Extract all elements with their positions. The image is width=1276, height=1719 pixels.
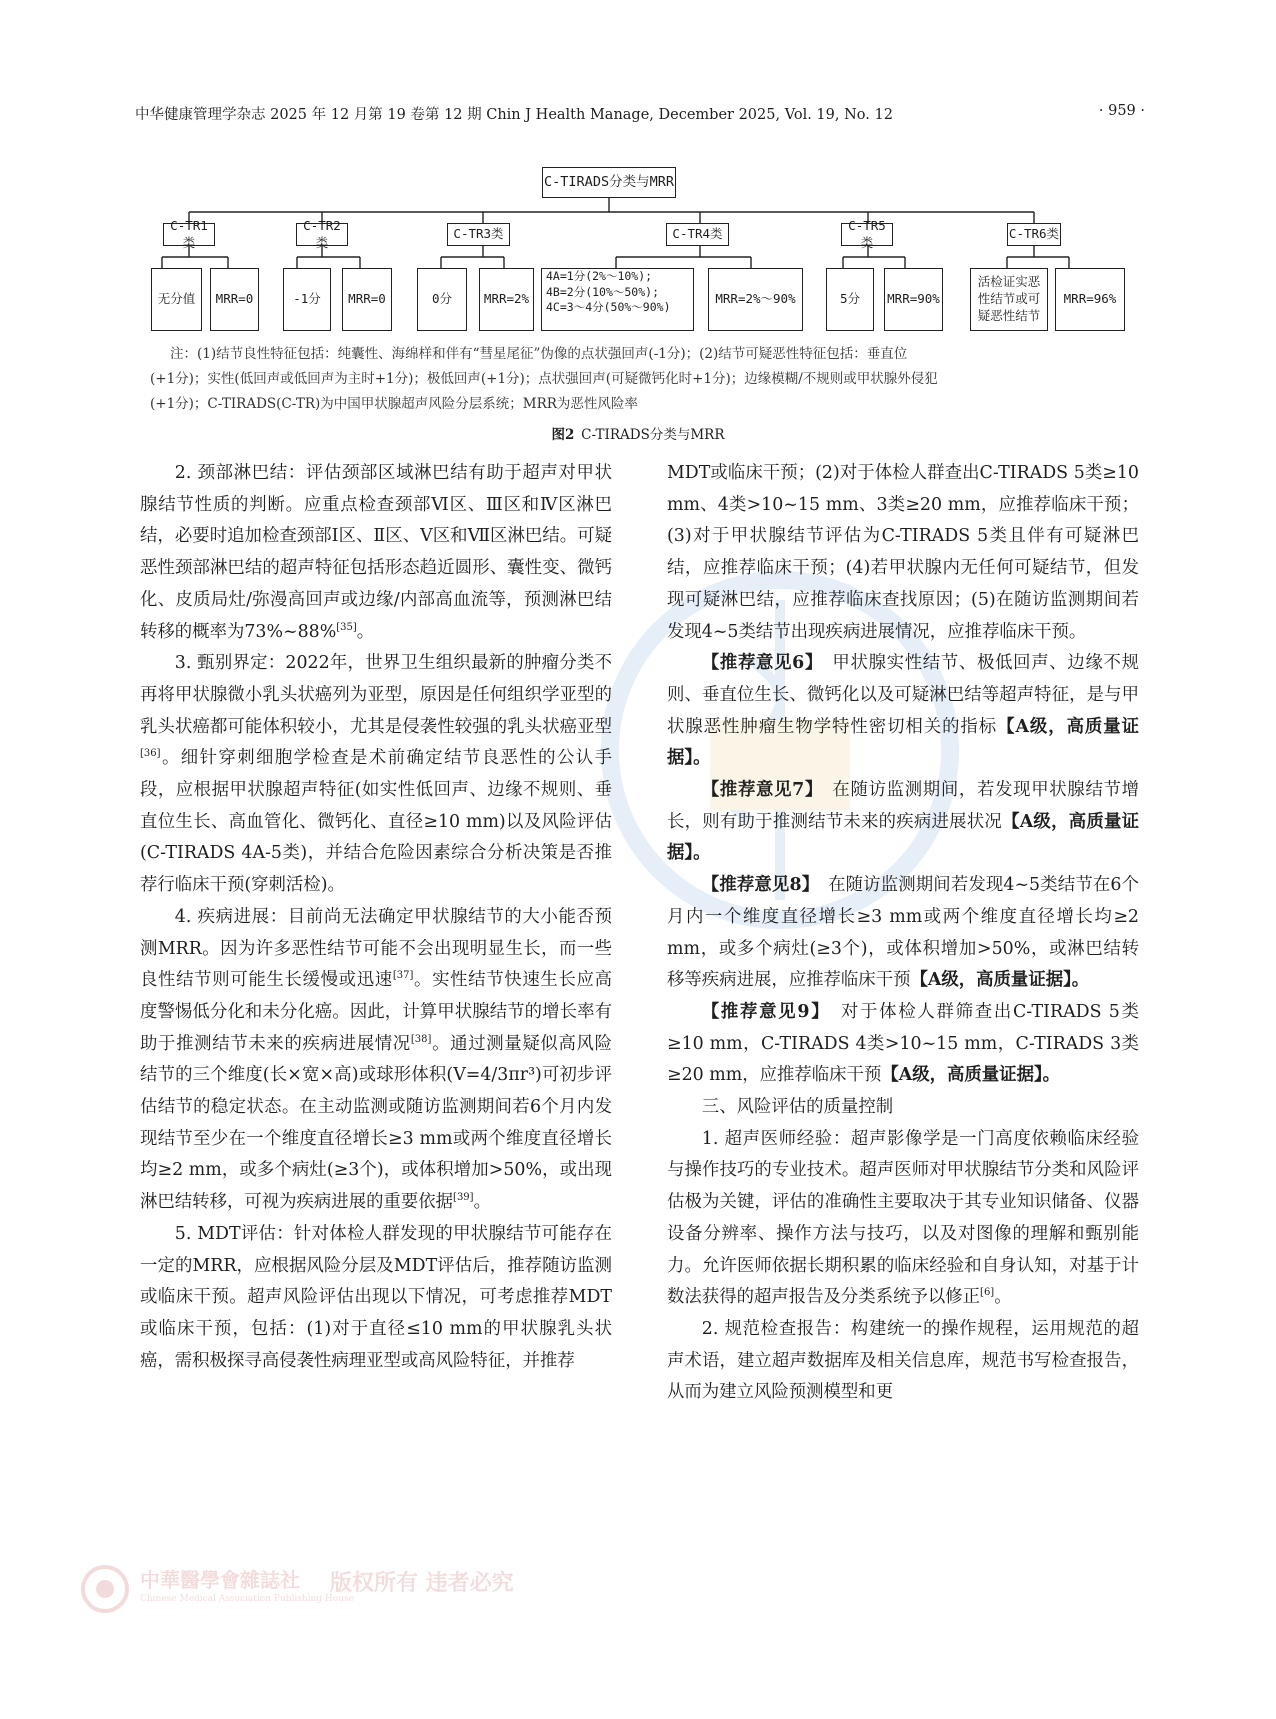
page-number: · 959 ·: [1098, 103, 1145, 119]
tr5-mrr: MRR=90%: [884, 268, 943, 331]
class-tr5: C-TR5类: [841, 223, 893, 246]
tr1-score: 无分值: [151, 268, 202, 331]
para-report: 2. 规范检查报告：构建统一的操作规程，运用规范的超声术语，建立超声数据库及相关信息库，规范书写检查报告，从而为建立风险预测模型和更: [667, 1318, 1139, 1403]
para-lymph-text: 2. 颈部淋巴结：评估颈部区域淋巴结有助于超声对甲状腺结节性质的判断。应重点检查颈部Ⅵ区、Ⅲ区和Ⅳ区淋巴结，必要时追加检查颈部Ⅰ区、Ⅱ区、Ⅴ区和Ⅶ区淋巴结。可疑恶性颈部淋巴结的超声特征包括形态趋近圆形、囊性变、微钙化、皮质局灶/弥漫高回声或边缘/内部高血流等，预测淋巴结转移的概率为73%~88%: [140, 463, 612, 642]
rec-7-label: 【推荐意见7】: [701, 780, 824, 801]
rec-8-grade: 【A级，高质量证据】。: [910, 970, 1090, 991]
note-line-3: (+1分)；C-TIRADS(C-TR)为中国甲状腺超声风险分层系统；MRR为恶性风险率: [150, 396, 638, 412]
rec-9-text: 对于体检人群筛查出C-TIRADS 5类≥10 mm，C-TIRADS 4类>10~15 mm，C-TIRADS 3类≥20 mm，应推荐临床干预: [667, 1001, 1139, 1086]
tr3-mrr: MRR=2%: [479, 268, 534, 331]
rec-7-grade: 【A级，高质量证据】。: [667, 811, 1139, 864]
rec-7-text: 在随访监测期间，若发现甲状腺结节增长，则有助于推测结节未来的疾病进展状况: [667, 780, 1139, 832]
para-progression: [140, 902, 612, 1219]
publisher-footer-mark: [80, 1560, 540, 1620]
para-progression-text2: 。实性结节快速生长应高度警惕低分化和未分化癌。因此，计算甲状腺结节的增长率有助于推测结节未来的疾病进展情况: [140, 970, 612, 1054]
rec-8-text: 在随访监测期间若发现4~5类结节在6个月内一个维度直径增长≥3 mm或两个维度直径增长均≥2 mm，或多个病灶(≥3个)，或体积增加>50%，或淋巴结转移等疾病进展，应推荐临床干预: [667, 875, 1139, 991]
ref-39: [39]: [453, 1192, 474, 1204]
class-tr4: C-TR4类: [666, 223, 729, 246]
para-mdt: [140, 1219, 612, 1378]
para-progression-text: 4. 疾病进展：目前尚无法确定甲状腺结节的大小能否预测MRR。因为许多恶性结节可能不会出现明显生长，而一些良性结节则可能生长缓慢或迅速: [140, 906, 612, 991]
tr3-score: 0分: [417, 268, 467, 331]
para-sonographer: [667, 1124, 1139, 1314]
ref-36: [36]: [140, 748, 161, 760]
tr4-4b: 4B=2分(10%～50%);: [546, 284, 660, 299]
rec-6-label: 【推荐意见6】: [701, 653, 824, 674]
rec-8-label: 【推荐意见8】: [701, 875, 820, 896]
para-definition-text: 3. 甄别界定：2022年，世界卫生组织最新的肿瘤分类不再将甲状腺微小乳头状癌列为亚型，原因是任何组织学亚型的乳头状癌都可能体积较小，尤其是侵袭性较强的乳头状癌亚型: [140, 653, 612, 737]
class-tr2: C-TR2类: [296, 223, 348, 246]
tr5-score: 5分: [826, 268, 874, 331]
tr4-mrr: MRR=2%～90%: [708, 268, 803, 331]
rec-6: [667, 648, 1139, 775]
para-mdt-text: 5. MDT评估：针对体检人群发现的甲状腺结节可能存在一定的MRR，应根据风险分层及MDT评估后，推荐随访监测或临床干预。超声风险评估出现以下情况，可考虑推荐MDT或临床干预，包括：(1)对于直径≤10 mm的甲状腺乳头状癌，需积极探寻高侵袭性病理亚型或高风险特征，并推荐: [140, 1223, 612, 1371]
tr1-mrr: MRR=0: [210, 268, 259, 331]
rec-9: [667, 997, 1139, 1092]
journal-citation: 中华健康管理学杂志 2025 年 12 月第 19 卷第 12 期 Chin J Health Manage, December 2025, Vol. 19, No. 12: [135, 107, 893, 123]
tr2-score: -1分: [283, 268, 331, 331]
section-heading-3: 三、风险评估的质量控制: [701, 1097, 894, 1118]
publisher-logo-icon: [80, 1564, 130, 1614]
para-mdt-cont: MDT或临床干预；(2)对于体检人群查出C-TIRADS 5类≥10 mm、4类>10~15 mm、3类≥20 mm，应推荐临床干预；(3)对于甲状腺结节评估为C-TIRADS 5类且伴有可疑淋巴结，应推荐临床干预；(4)若甲状腺内无任何可疑结节，但发现可疑淋巴结，应推荐临床查找原因；(5)在随访监测期间若发现4~5类结节出现疾病进展情况，应推荐临床干预。: [667, 463, 1139, 642]
para-sonographer-text: 1. 超声医师经验：超声影像学是一门高度依赖临床经验与操作技巧的专业技术。超声医师对甲状腺结节分类和风险评估极为关键，评估的准确性主要取决于其专业知识储备、仪器设备分辨率、操作方法与技巧，以及对图像的理解和甄别能力。允许医师依据长期积累的临床经验和自身认知，对基于计数法获得的超声报告及分类系统予以修正: [667, 1128, 1139, 1308]
tr6-line1: 活检证实恶: [977, 274, 1041, 290]
para-lymph-nodes: 2. 颈部淋巴结：评估颈部区域淋巴结有助于超声对甲状腺结节性质的判断。应重点检查颈部Ⅵ区、Ⅲ区和Ⅳ区淋巴结，必要时追加检查颈部Ⅰ区、Ⅱ区、Ⅴ区和Ⅶ区淋巴结。可疑恶性颈部淋巴结的超声特征包括形态趋近圆形、囊性变、微钙化、皮质局灶/弥漫高回声或边缘/内部高血流等，预测淋巴结转移的概率为73%~88%[35]。: [140, 463, 612, 642]
para-definition: [140, 648, 612, 902]
rec-9-grade: 【A级，高质量证据】。: [881, 1065, 1061, 1086]
figure-caption: [0, 423, 1276, 443]
note-line-2: (+1分)；实性(低回声或低回声为主时+1分)；极低回声(+1分)；点状强回声(可疑微钙化时+1分)；边缘模糊/不规则或甲状腺外侵犯: [150, 371, 938, 387]
figure-title: C-TIRADS分类与MRR: [581, 427, 725, 443]
tr6-line2: 性结节或可: [977, 291, 1041, 307]
rec-9-label: 【推荐意见9】: [701, 1001, 831, 1022]
diagram-root: C-TIRADS分类与MRR: [542, 167, 676, 198]
rec-6-text: 甲状腺实性结节、极低回声、边缘不规则、垂直位生长、微钙化以及可疑淋巴结等超声特征，是与甲状腺恶性肿瘤生物学特性密切相关的指标: [667, 653, 1139, 737]
para-progression-end: 。: [473, 1192, 491, 1213]
para-sonographer-end: 。: [994, 1287, 1012, 1308]
ref-37: [37]: [392, 970, 414, 982]
left-column: [140, 458, 612, 1377]
ref-6: [6]: [980, 1287, 995, 1299]
publisher-name: 中華醫學會雜誌社: [140, 1568, 300, 1592]
rec-6-grade: 【A级，高质量证据】。: [667, 716, 1139, 769]
tr2-mrr: MRR=0: [342, 268, 392, 331]
tr4-4c: 4C=3～4分(50%～90%): [546, 300, 671, 315]
tr4-score: [541, 268, 694, 331]
ref-38: [38]: [410, 1033, 432, 1045]
figure-note: [150, 342, 1130, 417]
publisher-name-en: Chinese Medical Association Publishing House: [140, 1594, 354, 1604]
class-tr3: C-TR3类: [447, 223, 510, 246]
class-tr6: C-TR6类: [1007, 223, 1061, 246]
tr6-line3: 疑恶性结节: [977, 307, 1041, 323]
ref-35: [35]: [336, 621, 357, 633]
class-tr1: C-TR1类: [163, 223, 215, 246]
rec-8: [667, 870, 1139, 997]
right-column: [667, 458, 1139, 1409]
tr6-mrr: MRR=96%: [1055, 268, 1125, 331]
copyright-notice: 版权所有 违者必究: [330, 1570, 514, 1596]
note-line-1: 注：(1)结节良性特征包括：纯囊性、海绵样和伴有“彗星尾征”伪像的点状强回声(-1分)；(2)结节可疑恶性特征包括：垂直位: [170, 346, 908, 362]
para-definition-text2: 。细针穿刺细胞学检查是术前确定结节良恶性的公认手段，应根据甲状腺超声特征(如实性低回声、边缘不规则、垂直位生长、高血管化、微钙化、直径≥10 mm)以及风险评估(C-TIRADS 4A-5类)，并结合危险因素综合分析决策是否推荐行临床干预(穿刺活检)。: [140, 748, 612, 896]
figure-label: 图2: [551, 427, 575, 443]
rec-7: [667, 775, 1139, 870]
tr6-score: [970, 268, 1048, 331]
tr4-4a: 4A=1分(2%～10%);: [546, 269, 653, 283]
para-progression-text3: 。通过测量疑似高风险结节的三个维度(长×宽×高)或球形体积(V=4/3πr³)可初步评估结节的稳定状态。在主动监测或随访监测期间若6个月内发现结节至少在一个维度直径增长≥3 mm或两个维度直径增长均≥2 mm，或多个病灶(≥3个)，或体积增加>50%，或出现淋巴结转移，可视为疾病进展的重要依据: [140, 1033, 612, 1213]
